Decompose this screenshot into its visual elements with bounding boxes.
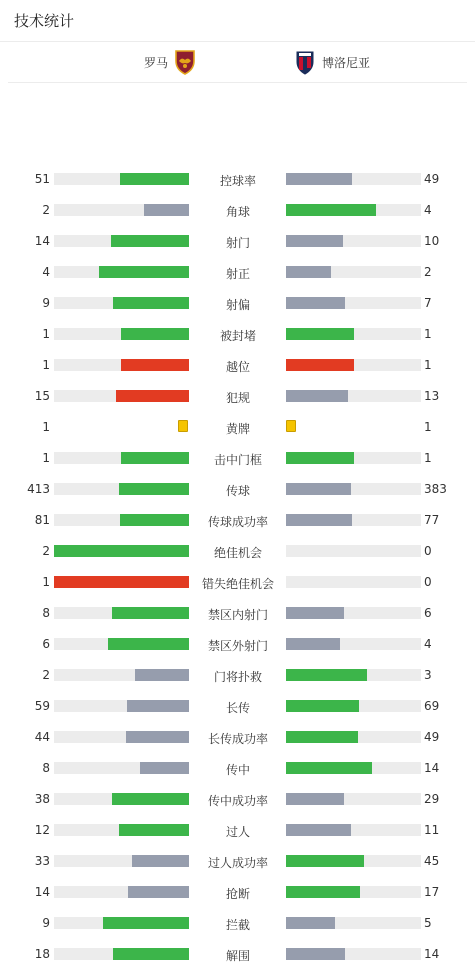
home-value: 413 (27, 482, 50, 496)
away-value: 2 (424, 265, 432, 279)
away-value: 11 (424, 823, 440, 837)
away-bar-track (286, 452, 421, 464)
home-bar-fill (127, 700, 189, 712)
home-bar-track (54, 545, 189, 557)
home-value: 1 (42, 327, 50, 341)
away-bar-track (286, 297, 421, 309)
home-bar-fill (120, 514, 189, 526)
page-title: 技术统计 (14, 12, 75, 30)
home-bar-track (54, 948, 189, 960)
stat-row (0, 257, 475, 288)
away-value: 77 (424, 513, 440, 527)
home-bar-track (54, 297, 189, 309)
stat-label: 长传 (225, 701, 250, 715)
home-value: 8 (42, 761, 50, 775)
home-bar-track (54, 514, 189, 526)
home-bar-track (54, 700, 189, 712)
stat-label: 控球率 (219, 174, 256, 188)
stat-label: 传球 (225, 484, 250, 498)
stat-row (0, 195, 475, 226)
home-value: 1 (42, 575, 50, 589)
away-value: 383 (424, 482, 447, 496)
home-bar-track (54, 576, 189, 588)
stat-row (0, 598, 475, 629)
home-value: 44 (34, 730, 50, 744)
away-bar-track (286, 762, 421, 774)
away-value: 69 (424, 699, 440, 713)
stat-label: 角球 (225, 205, 250, 219)
home-value: 38 (34, 792, 50, 806)
away-bar-track (286, 700, 421, 712)
away-bar-track (286, 948, 421, 960)
home-bar-track (54, 328, 189, 340)
away-bar-track (286, 514, 421, 526)
home-bar-track (54, 917, 189, 929)
away-bar-fill (286, 824, 351, 836)
stat-row (0, 350, 475, 381)
home-bar-track (54, 762, 189, 774)
home-bar-fill (140, 762, 189, 774)
home-bar-fill (99, 266, 189, 278)
away-value: 6 (424, 606, 432, 620)
away-bar-fill (286, 483, 351, 495)
stat-row (0, 908, 475, 939)
stat-label: 越位 (225, 360, 250, 374)
away-bar-fill (286, 390, 348, 402)
home-bar-fill (111, 235, 189, 247)
header (0, 0, 475, 42)
home-bar-fill (108, 638, 189, 650)
away-bar-fill (286, 638, 340, 650)
away-bar-fill (286, 948, 345, 960)
stat-row (0, 443, 475, 474)
away-bar-fill (286, 235, 343, 247)
away-bar-fill (286, 669, 367, 681)
away-bar-fill (286, 359, 354, 371)
away-value: 1 (424, 358, 432, 372)
stat-label: 传球成功率 (207, 515, 268, 529)
stat-row (0, 877, 475, 908)
away-bar-track (286, 266, 421, 278)
away-value: 49 (424, 730, 440, 744)
away-value: 13 (424, 389, 440, 403)
home-value: 59 (34, 699, 50, 713)
bologna-crest-icon (294, 49, 316, 75)
away-value: 4 (424, 637, 432, 651)
stat-label: 射正 (225, 267, 250, 281)
home-bar-fill (121, 328, 189, 340)
stat-row (0, 474, 475, 505)
home-value: 1 (42, 451, 50, 465)
away-value: 1 (424, 420, 432, 434)
stat-label: 射偏 (225, 298, 250, 312)
yellow-card-icon (286, 420, 296, 432)
home-value: 2 (42, 203, 50, 217)
home-bar-fill (112, 793, 189, 805)
away-bar-track (286, 638, 421, 650)
away-value: 3 (424, 668, 432, 682)
away-value: 29 (424, 792, 440, 806)
stat-row (0, 319, 475, 350)
home-bar-fill (121, 452, 189, 464)
home-bar-fill (121, 359, 189, 371)
home-bar-track (54, 204, 189, 216)
away-value: 7 (424, 296, 432, 310)
stat-label: 长传成功率 (207, 732, 268, 746)
stat-label: 拦截 (225, 918, 250, 932)
home-value: 6 (42, 637, 50, 651)
away-bar-track (286, 235, 421, 247)
home-value: 2 (42, 668, 50, 682)
away-value: 0 (424, 544, 432, 558)
away-bar-fill (286, 731, 358, 743)
away-bar-track (286, 204, 421, 216)
home-value: 18 (34, 947, 50, 961)
away-bar-track (286, 173, 421, 185)
away-bar-fill (286, 762, 372, 774)
stat-label: 击中门框 (213, 453, 262, 467)
stat-row (0, 567, 475, 598)
stat-label: 传中成功率 (207, 794, 268, 808)
stat-row (0, 784, 475, 815)
away-bar-track (286, 328, 421, 340)
stat-label: 禁区内射门 (207, 608, 268, 622)
home-value: 51 (34, 172, 50, 186)
roma-crest-icon (174, 49, 196, 75)
away-bar-fill (286, 204, 376, 216)
stat-label: 解围 (225, 949, 250, 963)
home-value: 14 (34, 885, 50, 899)
away-value: 17 (424, 885, 440, 899)
stat-row (0, 629, 475, 660)
home-bar-fill (116, 390, 189, 402)
home-bar-track (54, 638, 189, 650)
away-bar-fill (286, 173, 352, 185)
away-bar-track (286, 607, 421, 619)
home-bar-track (54, 266, 189, 278)
home-bar-track (54, 235, 189, 247)
home-bar-fill (144, 204, 189, 216)
stat-label: 绝佳机会 (213, 546, 262, 560)
stat-label: 被封堵 (219, 329, 256, 343)
yellow-card-icon (178, 420, 188, 432)
stat-row (0, 226, 475, 257)
away-bar-track (286, 390, 421, 402)
stat-label: 错失绝佳机会 (201, 577, 274, 591)
away-value: 1 (424, 327, 432, 341)
stat-row (0, 164, 475, 195)
stat-label: 黄牌 (225, 422, 250, 436)
away-bar-track (286, 917, 421, 929)
home-team-name: 罗马 (144, 55, 169, 70)
home-bar-track (54, 359, 189, 371)
home-bar-fill (120, 173, 189, 185)
away-bar-track (286, 669, 421, 681)
home-value: 2 (42, 544, 50, 558)
home-bar-fill (119, 824, 189, 836)
stat-label: 过人成功率 (207, 856, 268, 870)
home-value: 4 (42, 265, 50, 279)
away-value: 14 (424, 761, 440, 775)
home-bar-fill (119, 483, 189, 495)
home-bar-track (54, 483, 189, 495)
home-bar-track (54, 731, 189, 743)
away-bar-track (286, 793, 421, 805)
away-value: 0 (424, 575, 432, 589)
away-bar-fill (286, 855, 364, 867)
home-bar-track (54, 173, 189, 185)
home-bar-track (54, 824, 189, 836)
home-bar-fill (126, 731, 189, 743)
home-value: 9 (42, 916, 50, 930)
home-bar-track (54, 793, 189, 805)
home-bar-fill (112, 607, 189, 619)
home-bar-fill (135, 669, 189, 681)
stat-label: 门将扑救 (213, 670, 262, 684)
away-value: 10 (424, 234, 440, 248)
home-value: 8 (42, 606, 50, 620)
away-value: 45 (424, 854, 440, 868)
home-bar-track (54, 669, 189, 681)
stat-row (0, 536, 475, 567)
away-value: 4 (424, 203, 432, 217)
home-value: 1 (42, 420, 50, 434)
stat-row (0, 660, 475, 691)
home-value: 12 (34, 823, 50, 837)
home-bar-fill (132, 855, 189, 867)
stat-row (0, 381, 475, 412)
home-value: 33 (34, 854, 50, 868)
away-value: 5 (424, 916, 432, 930)
stat-row (0, 722, 475, 753)
away-value: 1 (424, 451, 432, 465)
away-bar-track (286, 824, 421, 836)
stat-row (0, 412, 475, 443)
stat-row (0, 288, 475, 319)
home-value: 1 (42, 358, 50, 372)
home-bar-fill (103, 917, 189, 929)
home-bar-fill (113, 297, 189, 309)
home-bar-fill (54, 576, 189, 588)
home-value: 9 (42, 296, 50, 310)
away-bar-fill (286, 917, 335, 929)
stat-row (0, 815, 475, 846)
home-team[interactable] (138, 49, 196, 75)
stat-row (0, 691, 475, 722)
away-bar-fill (286, 793, 344, 805)
stat-row (0, 753, 475, 784)
away-bar-fill (286, 700, 359, 712)
away-bar-track (286, 855, 421, 867)
stat-label: 传中 (225, 763, 250, 777)
stat-label: 射门 (225, 236, 250, 250)
home-value: 81 (34, 513, 50, 527)
home-value: 14 (34, 234, 50, 248)
away-bar-fill (286, 328, 354, 340)
home-bar-track (54, 855, 189, 867)
teams-header (8, 42, 467, 83)
stat-row (0, 939, 475, 970)
away-bar-track (286, 545, 421, 557)
away-value: 49 (424, 172, 440, 186)
stat-label: 禁区外射门 (207, 639, 268, 653)
away-bar-fill (286, 266, 331, 278)
home-bar-fill (113, 948, 189, 960)
home-bar-track (54, 390, 189, 402)
home-bar-fill (54, 545, 189, 557)
away-bar-track (286, 731, 421, 743)
away-bar-fill (286, 607, 344, 619)
away-bar-track (286, 576, 421, 588)
away-bar-track (286, 483, 421, 495)
away-bar-fill (286, 452, 354, 464)
stat-row (0, 846, 475, 877)
away-bar-fill (286, 297, 345, 309)
away-bar-fill (286, 514, 352, 526)
home-value: 15 (34, 389, 50, 403)
home-bar-track (54, 452, 189, 464)
stat-row (0, 505, 475, 536)
stat-label: 犯规 (225, 391, 250, 405)
away-value: 14 (424, 947, 440, 961)
stat-label: 抢断 (225, 887, 250, 901)
stat-label: 过人 (225, 825, 250, 839)
away-bar-track (286, 359, 421, 371)
home-bar-track (54, 607, 189, 619)
away-team[interactable] (294, 49, 376, 75)
away-team-name: 博洛尼亚 (322, 55, 371, 70)
